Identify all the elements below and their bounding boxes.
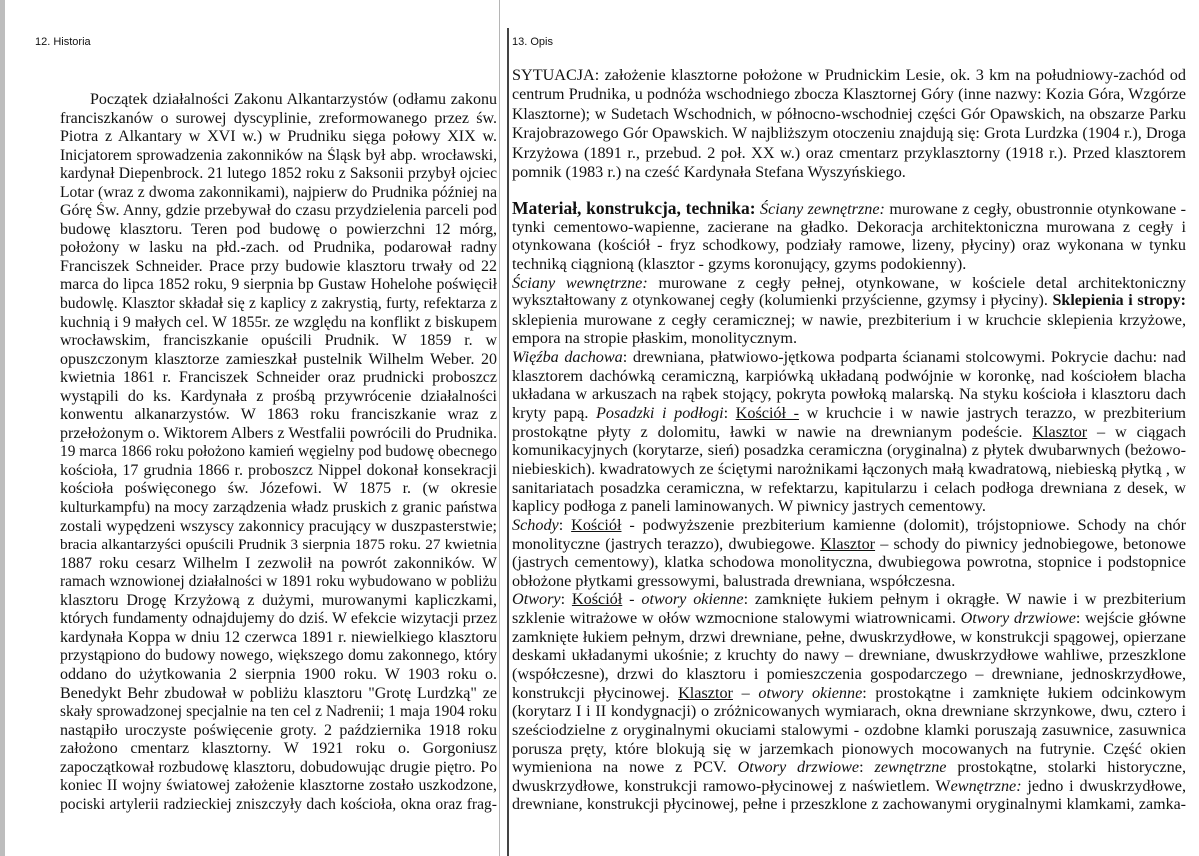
italic-term: Więźba dachowa <box>512 348 623 367</box>
text-line <box>512 590 1186 609</box>
text-segment: – w ciągach <box>1087 422 1186 441</box>
text-line: budowlę. Klasztor składał się z kaplicy z zakrystią, furty, refektarza z <box>60 295 497 313</box>
text-segment: otynkowana (kościół - fryz schodkowy, podziały ramowe, lizeny, płyciny) oraz wykonana w tynku <box>512 236 1186 255</box>
text-line: założono cmentarz klasztorny. W 1921 roku o. Gorgoniusz <box>60 740 497 758</box>
text-segment: murowane z cegły, obustronnie otynkowane - <box>884 200 1186 218</box>
underlined-term: Klasztor <box>820 534 876 553</box>
text-line <box>512 758 1186 777</box>
text-line: Inicjatorem sprowadzenia zakonników na Śląsk był abp. wrocławski, <box>60 146 497 164</box>
right-page-header: 13. Opis <box>512 36 553 48</box>
text-line: zostali wypędzeni wszyscy zakonnicy pracujący w duszpasterstwie; <box>60 517 497 535</box>
text-line: 1887 roku cesarz Wilhelm I zezwolił na powrót zakonników. W <box>60 554 497 572</box>
text-line: Franciszek Schneider. Prace przy budowie klasztoru trwały od 22 <box>60 257 497 275</box>
text-segment: szklenie witrażowe w ołów wzmocnione stalowymi wiatrownicami. <box>512 609 961 628</box>
text-segment: (korytarz I i II kondygnacji) o zróżnicowanych wymiarach, okna drewniane skrzynkowe, dwu, cztero i <box>512 702 1186 721</box>
history-text-column <box>60 91 497 814</box>
text-line: Lotar (wraz z dwoma zakonnikami), najpierw do Prudnika później na <box>60 183 497 201</box>
text-line: kardynała Koppa w dniu 12 czerwca 1891 r. niewielkiego klasztoru <box>60 628 497 646</box>
description-text-column <box>512 199 1186 814</box>
text-line: zapoczątkował rozbudowę klasztoru, dobudowując drugie piętro. Po <box>60 758 497 776</box>
text-segment: : <box>723 404 736 423</box>
text-line: kulturkampfu) na mocy zarządzenia władz pruskich z granic państwa <box>60 499 497 517</box>
text-line <box>512 385 1186 404</box>
italic-term: ewnętrzne: <box>950 776 1022 795</box>
text-segment: w kruchcie i w nawie jastrych terazzo, w prezbiterium <box>799 404 1186 423</box>
text-line: Górę Św. Anny, gdzie przebywał do czasu przydzielenia parceli pod <box>60 202 497 220</box>
text-line <box>512 516 1186 535</box>
text-segment: : drewniana, płatwiowo-jętkowa podparta ścianami stolcowymi. Pokrycie dachu: nad <box>622 348 1186 367</box>
italic-term: Ściany wewnętrzne: <box>512 273 648 292</box>
text-segment: : <box>558 515 572 534</box>
text-segment: komunikacyjnych (korytarze, sień) posadzka ceramiczna (oryginalna) z płytek dwubarwnych (beżowo- <box>512 441 1186 460</box>
italic-term: Otwory <box>512 590 561 609</box>
italic-term: otwory okienne <box>758 683 863 702</box>
text-segment: układana w arkuszach na rąbek stojący, pokryta powłoką malarską. Na styku kościoła i klasztoru dach <box>512 385 1186 404</box>
text-line <box>512 684 1186 703</box>
right-page-border <box>507 28 509 856</box>
italic-term: Otwory drzwiowe <box>737 758 860 777</box>
italic-term: Ściany zewnętrzne: <box>760 200 885 218</box>
text-line: położony w lasku na płd.-zach. od Prudnika, podarował radny <box>60 239 497 257</box>
text-line: klasztoru Drogę Krzyżową z dużymi, murowanymi kapliczkami, <box>60 591 497 609</box>
text-segment: sześciodzielne z oryginalnymi okuciami stalowymi - ozdobne klamki poruszają zasuwnice, zasuwnica <box>512 720 1186 739</box>
text-segment: wykształtowany z otynkowanej cegły (kolumienki przyścienne, gzymsy i płyciny). <box>512 292 1053 310</box>
text-segment: tynki cementowo-wapienne, zacierane na gładko. Dekoracja architektoniczna murowana z cegły i <box>512 217 1186 236</box>
text-segment: zamknięte łukiem pełnym, drzwi drewniane, pełne, dwuskrzydłowe, w konstrukcji spągowej, opierzane <box>512 627 1186 646</box>
underlined-term: Kościół <box>571 515 622 534</box>
scan-edge <box>0 0 5 856</box>
text-segment: : wejście główne <box>1075 609 1186 628</box>
text-line <box>512 85 1186 104</box>
text-line: kardynał Diepenbrock. 21 lutego 1852 roku z Saksonii przybył ojciec <box>60 165 497 183</box>
text-line <box>512 721 1186 740</box>
text-line: wystąpili do ks. Kardynała z prośbą przywrócenie działalności <box>60 387 497 405</box>
text-line: oddano do użytkowania 2 sierpnia 1900 roku. W 1903 roku o. <box>60 665 497 683</box>
text-line <box>512 479 1186 498</box>
text-line: nastąpiło uroczyste poświęcenie groty. 2 października 1918 roku <box>60 721 497 739</box>
text-segment: techniką ciągnioną (klasztor - gzyms koronujący, gzyms podokienny). <box>512 254 967 273</box>
text-line <box>512 292 1186 311</box>
underlined-term: Kościół <box>571 590 623 609</box>
text-line: franciszkanów o surowej dyscyplinie, zreformowanego przez św. <box>60 109 497 127</box>
text-segment: drewniane, konstrukcji płycinowej, pełne i przeszklone z zachowanymi oryginalnymi klamkami, zamka- <box>512 795 1186 813</box>
text-line <box>512 105 1186 124</box>
text-line <box>512 796 1186 815</box>
text-segment: : <box>560 590 572 609</box>
underlined-term: Klasztor <box>678 683 733 702</box>
text-line: budowę klasztoru. Teren pod budowę o powierzchni 12 mórg, <box>60 220 497 238</box>
text-segment: sanitariatach posadzka ceramiczna, w refektarzu, kapitularzu i celach podłoga drewniana z desek, w <box>512 478 1186 497</box>
text-line <box>512 329 1186 348</box>
text-line: bracia alkantarzyści opuścili Prudnik 3 sierpnia 1875 roku. 27 kwietnia <box>60 536 497 554</box>
text-line: kuchnią i 9 małych cel. W 1855r. ze względu na konflikt z biskupem <box>60 313 497 331</box>
bold-heading: Materiał, konstrukcja, technika: <box>512 199 756 218</box>
text-segment: sklepienia murowane z cegły ceramicznej; w nawie, prezbiterium i w kruchcie sklepienia krzyżowe, <box>512 310 1186 329</box>
description-situation-paragraph <box>512 66 1186 182</box>
text-line: przełożonym o. Wiktorem Albers z Westfalii powrócili do Prudnika. <box>60 424 497 442</box>
italic-term: zewnętrzne <box>874 758 947 777</box>
text-line: Piotra z Alkantary w XVI w.) w Prudniku sięga połowy XIX w. <box>60 128 497 146</box>
text-line <box>512 311 1186 330</box>
text-segment: porusza pręty, które blokują się w jarzemkach pionowych mocowanych na futrynie. Część okien <box>512 739 1186 758</box>
text-line <box>512 460 1186 479</box>
text-segment: kryty papą. <box>512 404 596 423</box>
text-segment: konstrukcji płycinowej. <box>512 683 679 702</box>
text-line <box>512 702 1186 721</box>
underlined-term: Klasztor <box>1032 422 1088 441</box>
text-line: przystąpiono do budowy nowego, większego domu zakonnego, który <box>60 647 497 665</box>
text-segment: centrum Prudnika, u podnóża wschodniego zbocza Klasztornej Góry (inne nazwy: Kozia Góra, Wzgórze <box>512 86 1186 104</box>
text-line: konwentu alkanarzystów. W 1863 roku franciszkanie wraz z <box>60 406 497 424</box>
text-line <box>512 628 1186 647</box>
text-segment: wymieniona na nowe z PCV. <box>512 758 738 777</box>
text-segment: : <box>859 758 875 777</box>
left-page-header: 12. Historia <box>35 36 91 48</box>
text-line: Początek działalności Zakonu Alkantarzystów (odłamu zakonu <box>90 91 497 108</box>
text-line <box>512 553 1186 572</box>
text-segment: – schody do piwnicy jednobiegowe, betonowe <box>875 534 1186 553</box>
text-line <box>512 665 1186 684</box>
text-line <box>512 609 1186 628</box>
italic-term: Posadzki i podłogi <box>595 404 724 423</box>
text-segment: niebieskich). kwadratowych ze ściętymi narożnikami łączonych małą kwadratową, niebieską płytką , w <box>512 459 1186 478</box>
text-segment: Klasztorne); w Sudetach Wschodnich, w północno-wschodniej części Gór Opawskich, na obszarze Parku <box>512 105 1186 123</box>
text-segment: empora na stropie płaskim, monolitycznym. <box>512 329 798 348</box>
text-segment: SYTUACJA: założenie klasztorne położone w Prudnickim Lesie, ok. 3 km na południowy-zachód od <box>512 66 1186 84</box>
text-segment: - <box>622 590 642 609</box>
text-segment: - podwyższenie prezbiterium kamienne (dolomit), trójstopniowe. Schody na chór <box>621 515 1186 534</box>
underlined-term: Kościół - <box>735 404 800 423</box>
text-line: ramach wznowionej działalności w 1891 roku wybudowano w pobliżu <box>60 573 497 591</box>
text-line <box>512 535 1186 554</box>
italic-term: Schody <box>512 515 559 534</box>
text-segment: murowane z cegły pełnej, otynkowane, w kościele detal architektoniczny <box>647 273 1186 292</box>
bold-heading: Sklepienia i stropy: <box>1052 292 1186 310</box>
text-line <box>512 274 1186 293</box>
text-segment: dwuskrzydłowe, konstrukcji ramowo-płycinowej z naświetlem. W <box>512 776 951 795</box>
text-segment: (współczesne), drzwi do klasztoru i pomieszczenia gospodarczego – drewniane, jednoskrzydłowe, <box>512 665 1186 684</box>
text-line: kościoła poświęconego św. Józefowi. W 1875 r. (w okresie <box>60 480 497 498</box>
text-line <box>512 423 1186 442</box>
text-segment: kaplicy podłoga z paneli laminowanych. W piwnicy jastrych cementowy. <box>512 497 986 516</box>
text-line <box>512 124 1186 143</box>
text-line: Benedykt Behr zbudował w pobliżu klasztoru "Grotę Lurdzką" ze <box>60 684 497 702</box>
text-line <box>512 777 1186 796</box>
text-segment: – <box>732 683 759 702</box>
text-line <box>512 497 1186 516</box>
text-line <box>512 572 1186 591</box>
text-line: marca do lipca 1852 roku, 9 sierpnia bp Gustaw Hohelohe poświęcił <box>60 276 497 294</box>
text-line <box>512 66 1186 85</box>
italic-term: Otwory drzwiowe <box>960 609 1076 628</box>
text-line <box>512 236 1186 255</box>
text-line: koniec II wojny światowej założenie klasztorne zostało uszkodzone, <box>60 777 497 795</box>
text-segment: deskami układanymi ukośnie; z kruchty do nawy – drewniane, dwuskrzydłowe wahliwe, przeszklone <box>512 646 1186 665</box>
text-segment: prostokątne płyty z dolomitu, ławki w nawie na drewnianym podeście. <box>512 422 1033 441</box>
text-line <box>512 163 1186 182</box>
text-line: pociski artylerii radzieckiej zniszczyły dach kościoła, okna oraz frag- <box>60 795 497 813</box>
text-segment: Krajobrazowego Gór Opawskich. W najbliższym otoczeniu znajdują się: Grota Lurdzka (1904 r.), Droga <box>512 125 1186 143</box>
text-segment: jedno i dwuskrzydłowe, <box>1021 776 1186 795</box>
text-segment: prostokątne, stolarki historyczne, <box>946 758 1186 777</box>
text-line <box>512 255 1186 274</box>
text-line <box>512 646 1186 665</box>
text-line <box>512 404 1186 423</box>
text-line <box>512 740 1186 759</box>
text-segment: klasztorem dachówką ceramiczną, karpiówką układaną podwójnie w koronkę, nad kościołem blacha <box>512 366 1186 385</box>
text-segment: Krzyżowa (1891 r., przebud. 2 poł. XX w.) oraz cmentarz przyklasztorny (1918 r.). Przed klasztorem <box>512 143 1186 162</box>
text-line <box>512 199 1186 218</box>
text-line <box>512 218 1186 237</box>
text-line: kościoła, 17 grudnia 1866 r. proboszcz Nippel dokonał konsekracji <box>60 461 497 479</box>
text-segment: : zamknięte łukiem pełnym i okrągłe. W nawie i w prezbiterium <box>743 590 1186 609</box>
text-line <box>512 144 1186 163</box>
text-line <box>512 367 1186 386</box>
text-segment: : prostokątne i zamknięte łukiem odcinkowym <box>862 683 1186 702</box>
italic-term: otwory okienne <box>641 590 744 609</box>
text-line: opuszczonym klasztorze zamieszkał pustelnik Wilhelm Weber. 20 <box>60 350 497 368</box>
text-segment: (jastrych cementowy), klatka schodowa monolityczna, dwubiegowa powrotna, stopnice i podstopnice <box>512 553 1186 572</box>
text-line <box>512 441 1186 460</box>
text-line <box>512 348 1186 367</box>
text-line: 19 marca 1866 roku położono kamień węgielny pod budowę obecnego <box>60 443 497 461</box>
text-line: których fundamenty odnajdujemy do dziś. W efekcie wizytacji przez <box>60 610 497 628</box>
text-segment: pomnik (1983 r.) na cześć Kardynała Stefana Wyszyńskiego. <box>512 162 906 181</box>
text-line: skały sprowadzonej specjalnie na ten cel z Nadrenii; 1 maja 1904 roku <box>60 703 497 721</box>
text-segment: obłożone płytkami gressowymi, balustrada drewniana, współczesna. <box>512 571 956 590</box>
text-segment: monolityczne (jastrych terazzo), dwubiegowe. <box>512 534 821 553</box>
left-page-edge <box>499 0 500 856</box>
text-line: wrocławskim, franciszkanie opuścili Prudnik. W 1859 r. w <box>60 332 497 350</box>
text-line: kwietnia 1861 r. Franciszek Schneider oraz prudnicki proboszcz <box>60 369 497 387</box>
